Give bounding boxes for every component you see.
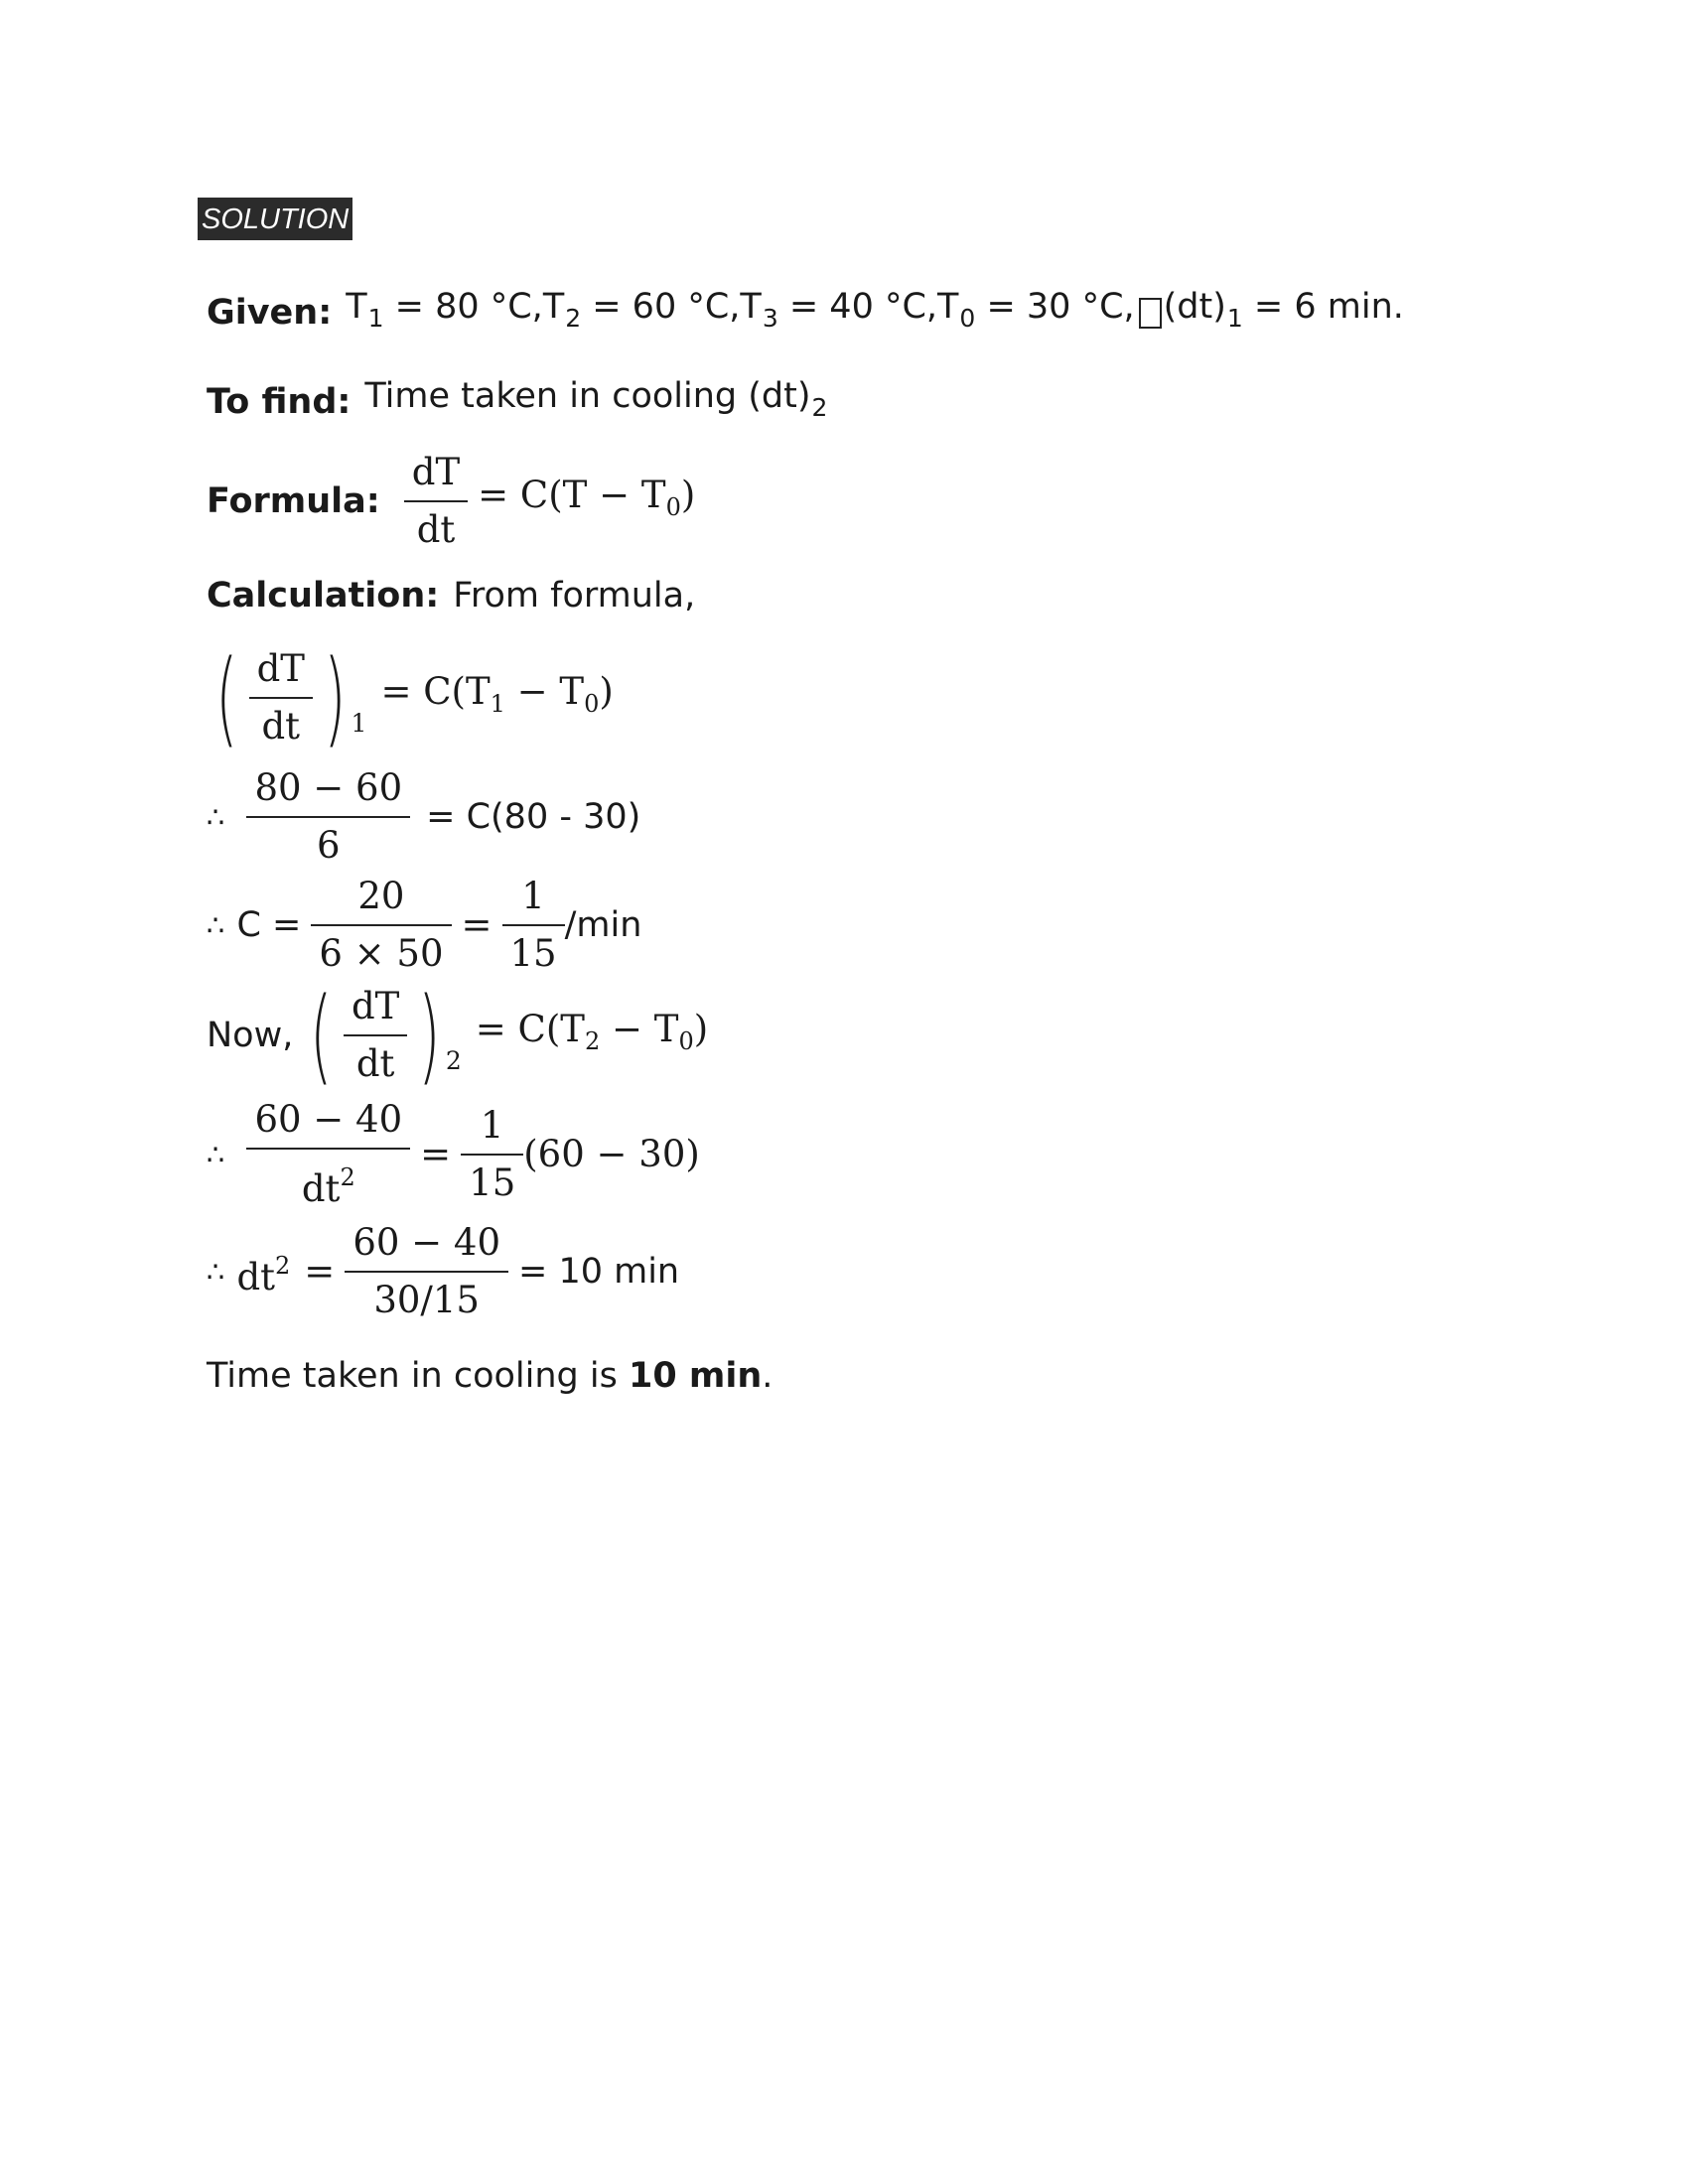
conclusion-line: Time taken in cooling is 10 min . (207, 1353, 773, 1399)
calculation-line (207, 573, 695, 618)
step-5: ∴ $\frac{60 - 40}{dt^2}$ = $\frac{1}{15}$ (60 − 30) (207, 1100, 700, 1209)
given-t2: $T_2 = 60$ °C, (542, 287, 741, 333)
to-find-text: Time taken in cooling $(dt)_2$ (364, 376, 828, 422)
to-find-label: To find: (207, 382, 352, 422)
step-3: ∴ C = $\frac{20}{6 \times 50}$ = $\frac{1}{15}$ /min (207, 871, 641, 980)
step-2-expression: $\frac{80 - 60}{6}$ (236, 764, 420, 870)
formula-expression: $\frac{dT}{dt}$ = $C(T - T_0)$ (394, 449, 695, 554)
step-6-expression: $dt^2$ = $\frac{60 - 40}{30/15}$ (236, 1219, 518, 1324)
given-label: Given: (207, 293, 333, 333)
given-dt: $(dt)_1 = 6$ min. (1163, 287, 1404, 333)
formula-line (207, 449, 695, 554)
given-t0: $T_0 = 30$ °C, (937, 287, 1135, 333)
solution-tag: SOLUTION (198, 198, 352, 240)
step-1 (207, 638, 614, 757)
calculation-label: Calculation: (207, 576, 440, 615)
given-t1: $T_1 = 80$ °C, (346, 287, 543, 333)
given-line (207, 284, 1404, 341)
to-find-line (207, 373, 827, 431)
formula-label: Formula: (207, 481, 380, 521)
step-3-expression: $\frac{20}{6 \times 50}$ = $\frac{1}{15}$ (301, 873, 574, 978)
calculation-text: From formula, (453, 576, 696, 615)
step-6: ∴ $dt^2$ = $\frac{60 - 40}{30/15}$ = 10 min (207, 1217, 679, 1326)
step-4-expression: ( $\frac{dT}{dt}$ ) 2 = $C(T_2 - T_0)$ (310, 975, 709, 1096)
fraction: $\frac{dT}{dt}$ (404, 449, 468, 554)
answer: 10 min (628, 1356, 763, 1396)
step-4: Now, ( $\frac{dT}{dt}$ ) 2 = $C(T_2 - T_0)$ (207, 975, 709, 1096)
step-5-expression: $\frac{60 - 40}{dt^2}$ = $\frac{1}{15}$ (60 − 30) (236, 1096, 699, 1213)
step-1-expression: ( $\frac{dT}{dt}$ ) 1 = $C(T_1 - T_0)$ (215, 637, 614, 758)
missing-glyph-icon (1139, 298, 1162, 329)
given-t3: $T_3 = 40$ °C, (740, 287, 938, 333)
step-2: ∴ $\frac{80 - 60}{6}$ = C(80 - 30) (207, 762, 640, 872)
